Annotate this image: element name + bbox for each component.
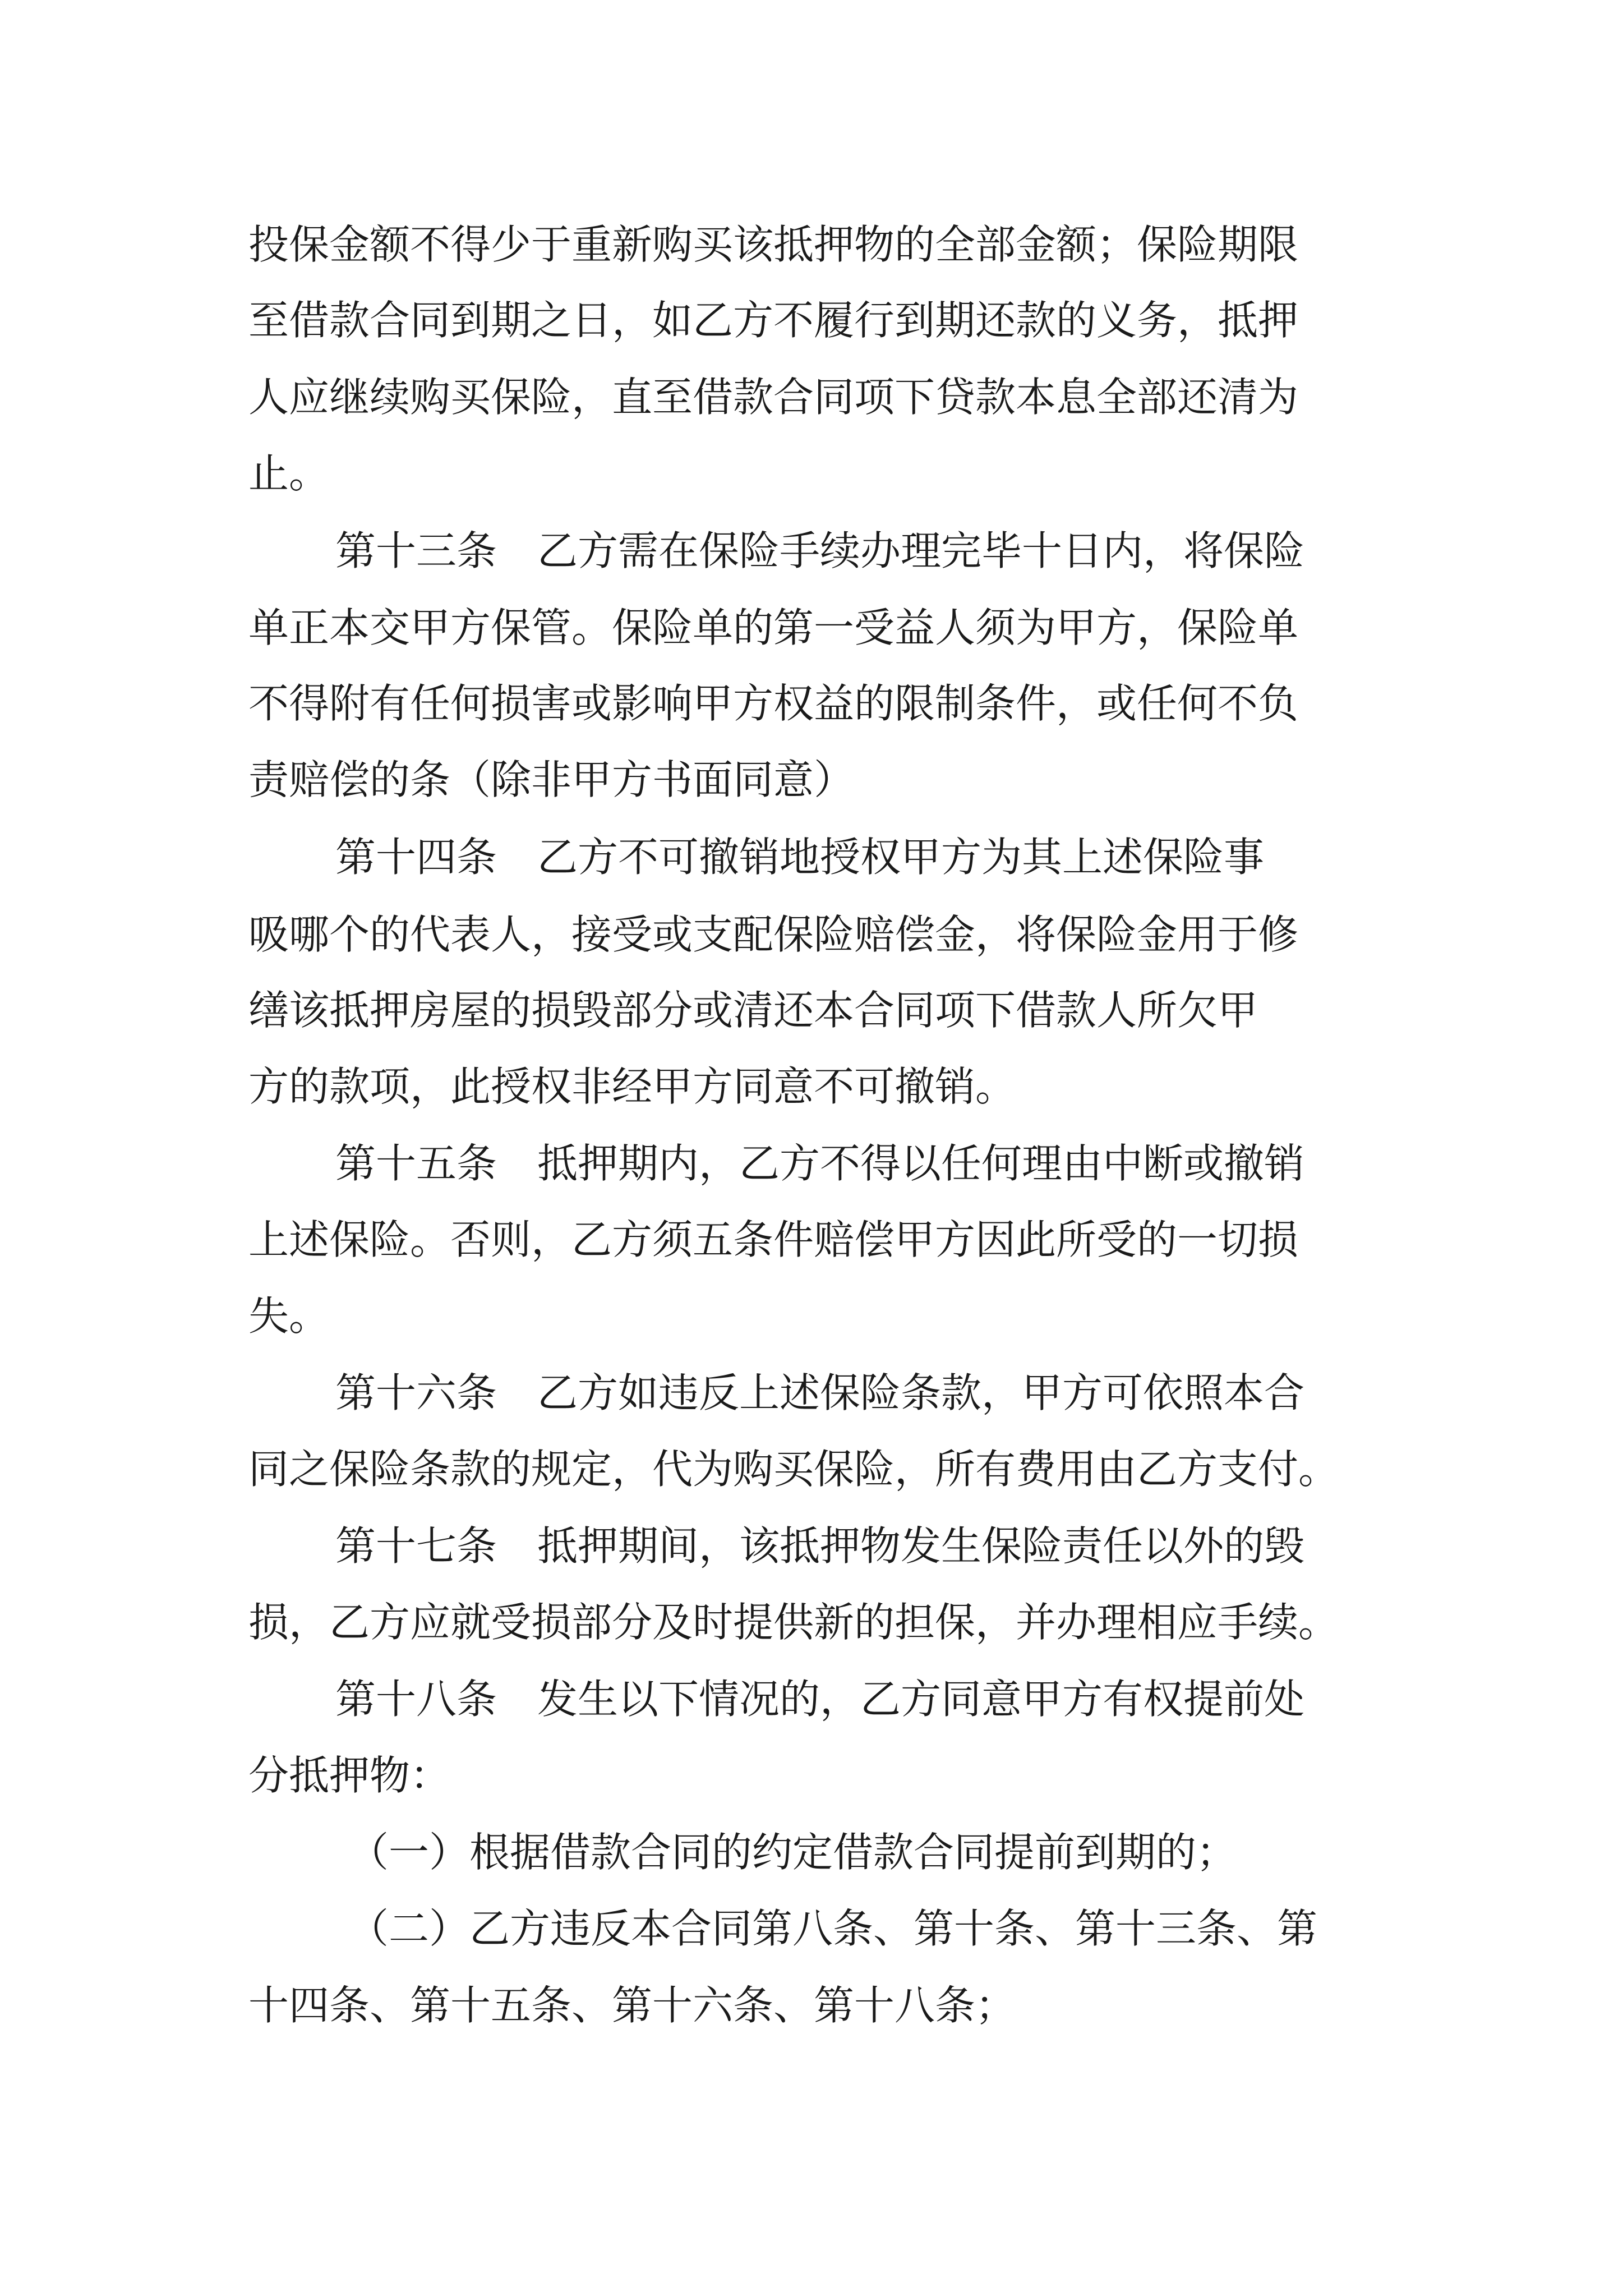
- text-line-10: 吸哪个的代表人，接受或支配保险赔偿金，将保险金用于修: [248, 911, 1299, 958]
- text-line-17: 同之保险条款的规定，代为购买保险，所有费用由乙方支付。: [248, 1446, 1339, 1493]
- text-line-14: 上述保险。否则，乙方须五条件赔偿甲方因此所受的一切损: [248, 1216, 1299, 1263]
- text-line-7: 不得附有任何损害或影响甲方权益的限制条件，或任何不负: [248, 680, 1299, 727]
- text-line-2: 至借款合同到期之日，如乙方不履行到期还款的义务，抵押: [248, 297, 1299, 344]
- text-line-6: 单正本交甲方保管。保险单的第一受益人须为甲方，保险单: [248, 604, 1299, 651]
- text-line-12: 方的款项，此授权非经甲方同意不可撤销。: [248, 1063, 1016, 1110]
- text-line-19: 损，乙方应就受损部分及时提供新的担保，并办理相应手续。: [248, 1599, 1339, 1646]
- text-line-24: 十四条、第十五条、第十六条、第十八条；: [248, 1982, 1016, 2029]
- text-line-9: 第十四条 乙方不可撤销地授权甲方为其上述保险事: [335, 834, 1265, 881]
- text-line-11: 缮该抵押房屋的损毁部分或清还本合同项下借款人所欠甲: [248, 987, 1258, 1034]
- text-line-16: 第十六条 乙方如违反上述保险条款，甲方可依照本合: [335, 1369, 1305, 1416]
- text-line-3: 人应继续购买保险，直至借款合同项下贷款本息全部还清为: [248, 374, 1299, 421]
- text-line-4: 止。: [248, 450, 330, 497]
- text-line-1: 投保金额不得少于重新购买该抵押物的全部金额；保险期限: [248, 221, 1299, 268]
- text-line-8: 责赔偿的条（除非甲方书面同意）: [248, 756, 855, 803]
- text-line-15: 失。: [248, 1292, 330, 1340]
- text-line-20: 第十八条 发生以下情况的，乙方同意甲方有权提前处: [335, 1676, 1305, 1723]
- text-line-23: （二）乙方违反本合同第八条、第十条、第十三条、第: [348, 1905, 1318, 1952]
- text-line-18: 第十七条 抵押期间，该抵押物发生保险责任以外的毁: [335, 1522, 1305, 1570]
- text-line-13: 第十五条 抵押期内，乙方不得以任何理由中断或撤销: [335, 1140, 1305, 1187]
- text-line-5: 第十三条 乙方需在保险手续办理完毕十日内，将保险: [335, 527, 1305, 574]
- text-line-21: 分抵押物：: [248, 1752, 451, 1799]
- text-line-22: （一）根据借款合同的约定借款合同提前到期的；: [348, 1829, 1237, 1876]
